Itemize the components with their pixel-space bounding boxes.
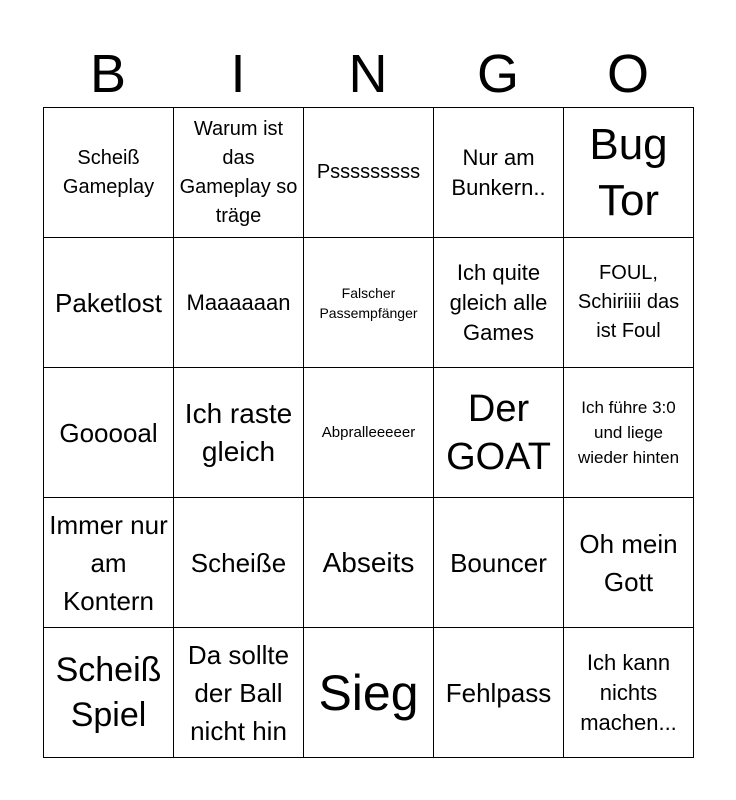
cell-text: Nur am Bunkern.. [451,144,546,200]
cell-text: Bug Tor [589,119,668,225]
cell-text: Scheiß Spiel [55,650,162,734]
bingo-cell[interactable] [564,108,694,238]
cell-text: Scheiß Gameplay [62,146,155,198]
header-letter-n: N [348,44,388,104]
bingo-cell[interactable] [304,368,434,498]
bingo-cell[interactable] [44,368,174,498]
bingo-cell[interactable] [44,238,174,368]
cell-text: Gooooal [59,417,158,448]
cell-text: Falscher Passempfänger [319,284,418,321]
bingo-cell[interactable] [174,238,304,368]
bingo-cell[interactable] [434,628,564,758]
cell-text: Abseits [322,546,415,578]
cell-text: Ich kann nichts machen... [580,649,677,735]
bingo-header [43,40,693,108]
cell-text: Maaaaaan [186,289,291,315]
bingo-board [43,107,694,758]
bingo-cell[interactable] [44,108,174,238]
bingo-cell[interactable] [174,628,304,758]
bingo-cell[interactable] [174,498,304,628]
bingo-cell[interactable] [44,498,174,628]
cell-text: Der GOAT [446,387,551,478]
cell-text: Fehlpass [445,677,552,708]
bingo-cell[interactable] [304,498,434,628]
cell-text: Bouncer [450,547,547,578]
bingo-cell[interactable] [174,368,304,498]
cell-text: Abpralleeeeer [321,423,416,441]
bingo-cell[interactable] [304,238,434,368]
header-letter-o: O [606,44,649,104]
bingo-cell[interactable] [434,498,564,628]
cell-text: Psssssssss [316,161,421,183]
cell-text: Oh mein Gott [579,528,678,597]
cell-text: Ich führe 3:0 und liege wieder hinten [577,398,680,467]
cell-text: Da sollte der Ball nicht hin [187,639,290,746]
cell-text: Warum ist das Gameplay so träge [179,117,298,227]
cell-text: Immer nur am Kontern [49,509,168,616]
bingo-cell[interactable] [174,108,304,238]
bingo-cell[interactable] [434,108,564,238]
bingo-cell[interactable] [564,368,694,498]
bingo-cell[interactable] [304,108,434,238]
cell-text: FOUL, Schiriiii das ist Foul [577,262,680,342]
cell-text: Ich raste gleich [184,397,293,467]
bingo-cell[interactable] [564,238,694,368]
bingo-cell[interactable] [564,628,694,758]
header-letter-b: B [89,44,127,104]
bingo-cell[interactable] [434,238,564,368]
cell-text: Sieg [318,664,419,721]
cell-text: Paketlost [55,287,162,318]
header-letter-g: G [476,44,519,104]
bingo-cell[interactable] [434,368,564,498]
bingo-cell[interactable] [304,628,434,758]
cell-text: Scheiße [190,547,287,578]
bingo-cell[interactable] [44,628,174,758]
cell-text: Ich quite gleich alle Games [449,259,548,345]
bingo-cell[interactable] [564,498,694,628]
header-letter-i: I [230,44,246,104]
